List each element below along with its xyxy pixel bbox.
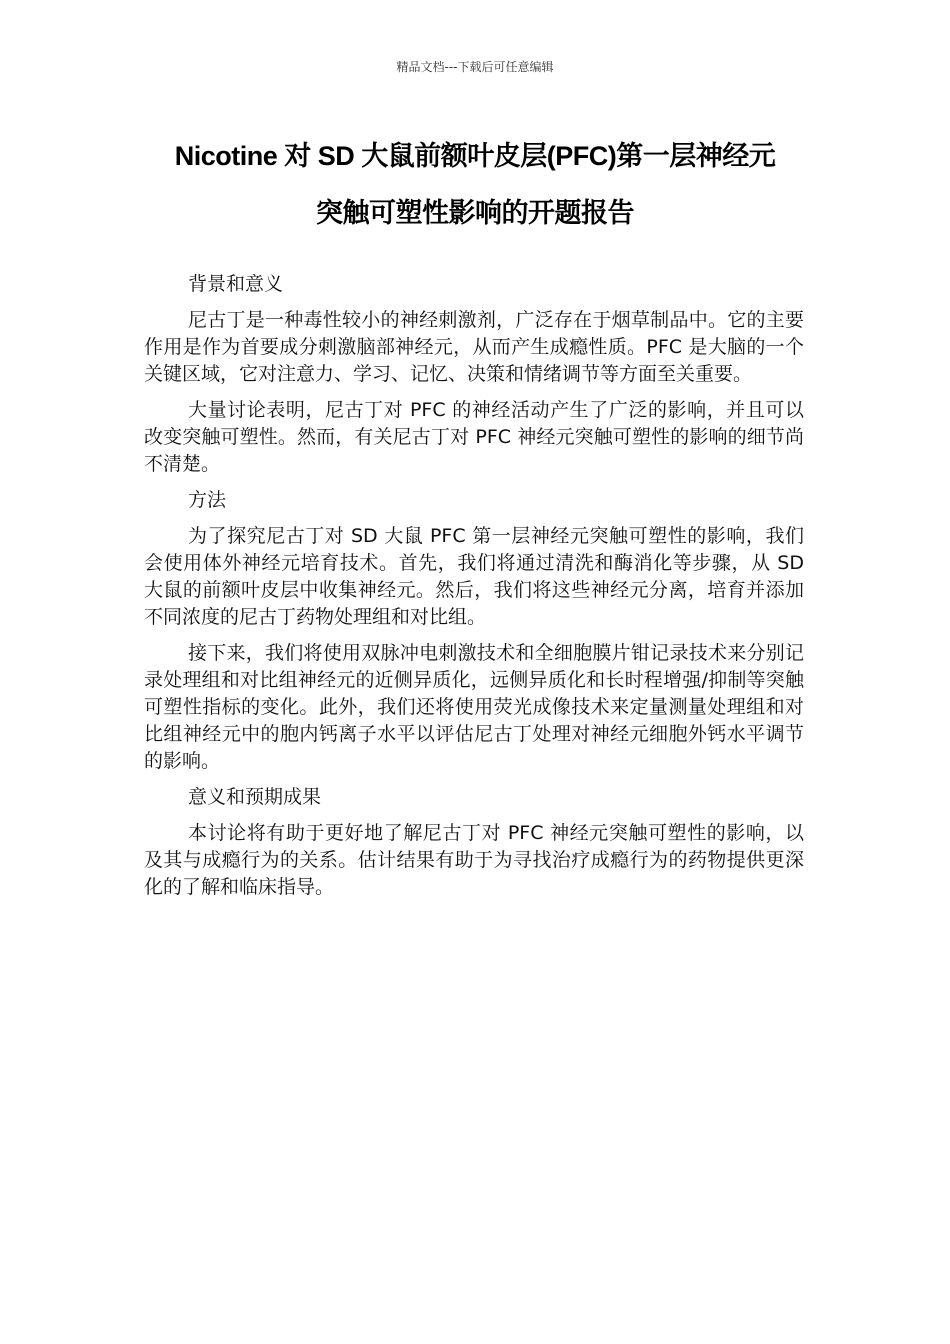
document-title-line-2: 突触可塑性影响的开题报告	[316, 198, 634, 228]
paragraph-background-1: 尼古丁是一种毒性较小的神经刺激剂，广泛存在于烟草制品中。它的主要作用是作为首要成分刺激脑部神经元，从而产生成瘾性质。PFC 是大脑的一个关键区域，它对注意力、学习、记忆、决策和情绪调节等方面至关重要。	[144, 309, 804, 385]
paragraph-methods-2: 接下来，我们将使用双脉冲电刺激技术和全细胞膜片钳记录技术来分别记录处理组和对比组神经元的近侧异质化，远侧异质化和长时程增强/抑制等突触可塑性指标的变化。此外，我们还将使用荧光成像技术来定量测量处理组和对比组神经元中的胞内钙离子水平以评估尼古丁处理对神经元细胞外钙水平调节的影响。	[144, 642, 804, 772]
section-heading-significance: 意义和预期成果	[188, 786, 322, 808]
paragraph-significance-1: 本讨论将有助于更好地了解尼古丁对 PFC 神经元突触可塑性的影响，以及其与成瘾行为的关系。估计结果有助于为寻找治疗成瘾行为的药物提供更深化的了解和临床指导。	[144, 822, 804, 898]
section-heading-methods: 方法	[188, 489, 227, 511]
document-title-line-1: Nicotine 对 SD 大鼠前额叶皮层(PFC)第一层神经元	[174, 141, 776, 171]
document-body	[144, 271, 804, 910]
page-header: 精品文档---下载后可任意编辑	[396, 60, 554, 74]
section-heading-background: 背景和意义	[188, 273, 284, 295]
paragraph-background-2: 大量讨论表明，尼古丁对 PFC 的神经活动产生了广泛的影响，并且可以改变突触可塑性。然而，有关尼古丁对 PFC 神经元突触可塑性的影响的细节尚不清楚。	[144, 399, 804, 475]
paragraph-methods-1: 为了探究尼古丁对 SD 大鼠 PFC 第一层神经元突触可塑性的影响，我们会使用体外神经元培育技术。首先，我们将通过清洗和酶消化等步骤，从 SD 大鼠的前额叶皮层中收集神经元。然后，我们将这些神经元分离，培育并添加不同浓度的尼古丁药物处理组和对比组。	[144, 525, 804, 628]
